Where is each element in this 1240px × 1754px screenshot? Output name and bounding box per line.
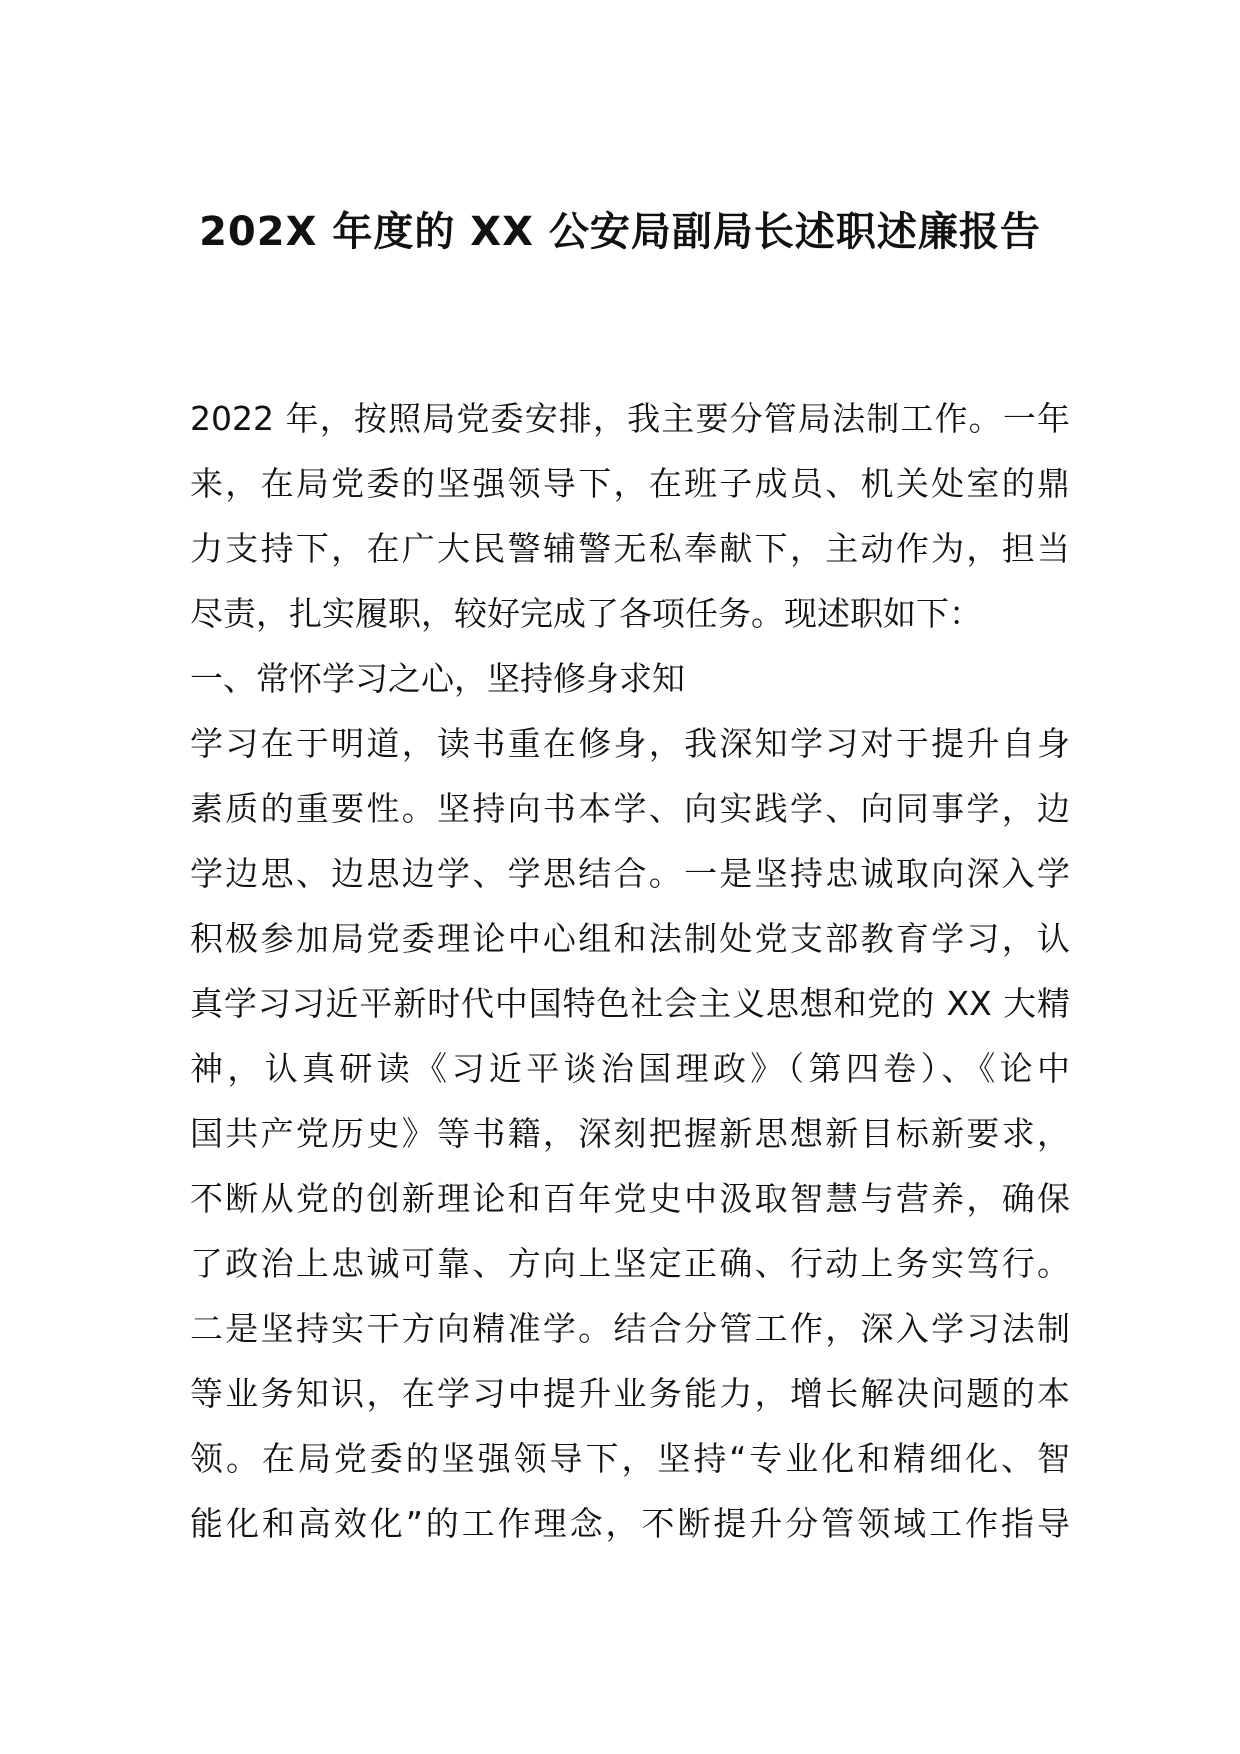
body-line: 力支持下，在广大民警辅警无私奉献下，主动作为，担当 — [190, 529, 1070, 568]
body-line: 真学习习近平新时代中国特色社会主义思想和党的 XX 大精 — [190, 984, 1070, 1023]
body-line: 不断从党的创新理论和百年党史中汲取智慧与营养，确保 — [190, 1179, 1070, 1218]
body-line: 了政治上忠诚可靠、方向上坚定正确、行动上务实笃行。 — [190, 1244, 1070, 1283]
body-line: 学边思、边思边学、学思结合。一是坚持忠诚取向深入学 — [190, 854, 1070, 893]
body-line: 素质的重要性。坚持向书本学、向实践学、向同事学，边 — [190, 789, 1070, 828]
body-line: 积极参加局党委理论中心组和法制处党支部教育学习，认 — [190, 919, 1070, 958]
body-line: 等业务知识，在学习中提升业务能力，增长解决问题的本 — [190, 1374, 1070, 1413]
body-line: 二是坚持实干方向精准学。结合分管工作，深入学习法制 — [190, 1309, 1070, 1348]
body-line: 学习在于明道，读书重在修身，我深知学习对于提升自身 — [190, 724, 1070, 763]
body-line: 尽责，扎实履职，较好完成了各项任务。现述职如下： — [190, 594, 982, 633]
body-line: 领。在局党委的坚强领导下，坚持“专业化和精细化、智 — [190, 1439, 1070, 1478]
body-line: 神，认真研读《习近平谈治国理政》（第四卷）、《论中 — [190, 1049, 1070, 1088]
body-line: 来，在局党委的坚强领导下，在班子成员、机关处室的鼎 — [190, 464, 1070, 503]
document-title: 202X 年度的 XX 公安局副局长述职述廉报告 — [199, 209, 1041, 255]
body-line: 能化和高效化”的工作理念，不断提升分管领域工作指导 — [190, 1504, 1070, 1543]
body-line: 国共产党历史》等书籍，深刻把握新思想新目标新要求， — [190, 1114, 1070, 1153]
body-line: 2022 年，按照局党委安排，我主要分管局法制工作。一年 — [190, 399, 1070, 438]
document-body — [190, 386, 1070, 1556]
section-heading: 一、常怀学习之心，坚持修身求知 — [190, 659, 685, 698]
